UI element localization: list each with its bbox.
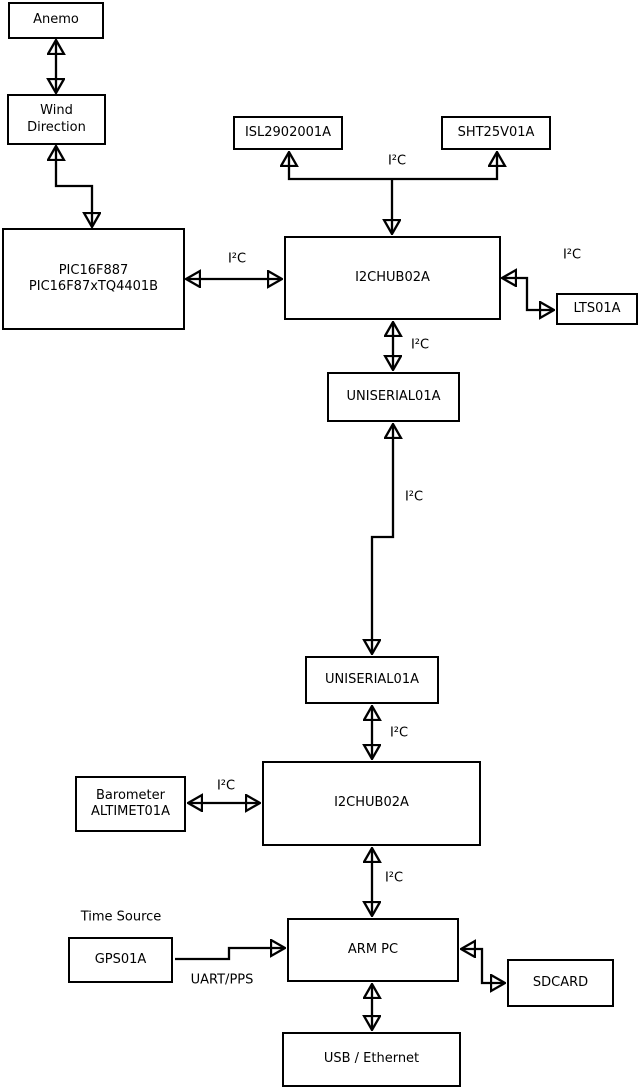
node-label: I2CHUB02A xyxy=(355,269,430,285)
node-label: Wind xyxy=(40,103,73,119)
edge-i2chub-top-lts xyxy=(503,278,553,310)
node-uniserial01a-bottom xyxy=(305,656,439,704)
edge-arm-pc-sdcard xyxy=(462,949,504,983)
edge-label-i2c-pic-hub: I²C xyxy=(227,251,247,267)
node-pic16f887 xyxy=(2,228,185,330)
node-label: Anemo xyxy=(33,12,79,28)
node-anemo xyxy=(8,2,104,39)
edge-label-i2c-sensor-bus: I²C xyxy=(387,153,407,169)
edge-wind-direction-pic xyxy=(56,147,92,226)
node-usb-ethernet xyxy=(282,1032,461,1087)
node-gps01a xyxy=(68,937,173,983)
node-label: LTS01A xyxy=(573,300,621,316)
node-label: UNISERIAL01A xyxy=(346,388,441,404)
node-label: PIC16F87xTQ4401B xyxy=(28,279,159,294)
node-label: Direction xyxy=(27,119,86,135)
node-barometer-altimet01a xyxy=(75,776,186,832)
node-arm-pc xyxy=(287,918,459,982)
node-label: UNISERIAL01A xyxy=(325,671,419,687)
node-i2chub02a-top xyxy=(284,236,501,320)
node-isl2902001a xyxy=(233,116,343,150)
node-label: SDCARD xyxy=(532,974,589,990)
node-label: ALTIMET01A xyxy=(91,804,170,819)
node-label: USB / Ethernet xyxy=(323,1051,420,1067)
node-label: Barometer xyxy=(96,787,165,803)
node-i2chub02a-bottom xyxy=(262,761,481,846)
node-label: ARM PC xyxy=(347,941,399,957)
edge-uniserial-top-uniserial-bottom xyxy=(372,425,393,653)
label-time-source: Time Source xyxy=(80,909,162,925)
node-label: ISL2902001A xyxy=(244,124,332,140)
node-label: PIC16F887 xyxy=(58,262,129,278)
edge-label-i2c-hub-uniserial: I²C xyxy=(410,337,430,353)
edge-label-i2c-barometer-hub2: I²C xyxy=(216,778,236,794)
node-label: I2CHUB02A xyxy=(334,795,409,811)
node-wind-direction xyxy=(7,94,106,145)
node-label: SHT25V01A xyxy=(457,124,535,140)
node-uniserial01a-top xyxy=(327,372,460,422)
edge-label-i2c-hub2-armpc: I²C xyxy=(384,870,404,886)
edge-label-uart-pps: UART/PPS xyxy=(190,972,254,988)
edge-gps-arm-pc xyxy=(175,948,284,959)
node-label: GPS01A xyxy=(94,951,147,967)
edge-label-i2c-uniserial-link: I²C xyxy=(404,489,424,505)
edge-label-i2c-uniserial-hub2: I²C xyxy=(389,725,409,741)
edge-label-i2c-hub-lts: I²C xyxy=(562,247,582,263)
node-lts01a xyxy=(556,293,638,325)
node-sdcard xyxy=(507,959,614,1007)
node-sht25v01a xyxy=(441,116,551,150)
